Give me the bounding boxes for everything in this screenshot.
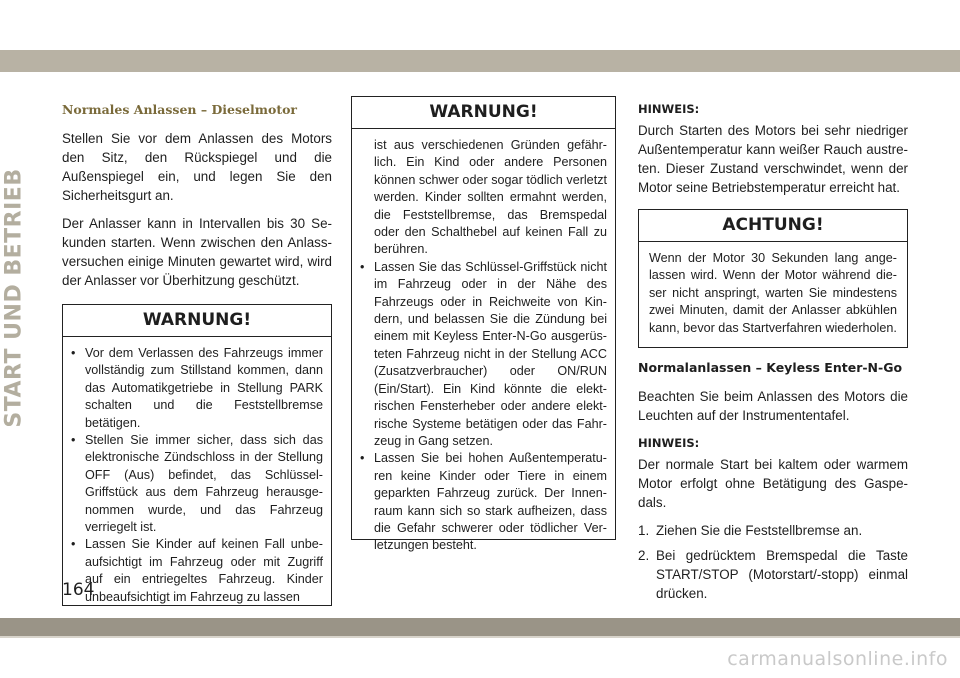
note-text-white-smoke: Durch Starten des Motors bei sehr niedriger Außentemperatur kann weißer Rauch austreten. Dieser Zustand verschwindet, wenn der Motor seine Betriebstemperatur erreicht hat. bbox=[638, 123, 908, 195]
step-item bbox=[638, 521, 908, 540]
footer-line bbox=[0, 636, 960, 638]
warning-title: WARNUNG! bbox=[352, 97, 615, 129]
caution-title: ACHTUNG! bbox=[639, 210, 907, 242]
paragraph-starter-interval: Der Anlasser kann in Intervallen bis 30 Sekunden starten. Wenn zwischen den Anlassversuchen einige Minuten gewartet wird, wird der Anlasser vor Überhitzung geschützt. bbox=[62, 216, 332, 288]
column-middle bbox=[351, 96, 616, 553]
warning-item: • Lassen Sie bei hohen Außentemperaturen keine Kinder oder Tiere in einem geparkten Fahrzeug zurück. Der Innenraum kann sich so stark aufheizen, dass die Gefahr schwerer oder tödlicher Verletzungen besteht. bbox=[360, 450, 607, 554]
note-label: HINWEIS: bbox=[638, 436, 700, 451]
caution-body: Wenn der Motor 30 Sekunden lang angelassen wird. Wenn der Motor während dieser nicht anspringt, warten Sie mindestens zwei Minuten, damit der Anlasser abkühlen kann, bevor das Startverfahren wiederholen. bbox=[649, 251, 897, 335]
warning-item: • Lassen Sie das Schlüssel-Griffstück nicht im Fahrzeug oder in der Nähe des Fahrzeugs oder in Reichweite von Kindern, und belassen Sie die Zündung bei einem mit Keyless Enter-N-Go ausgerüsteten Fahrzeug nicht in der Stellung ACC (Zusatzverbraucher) oder ON/RUN (Ein/Start). Ein Kind könnte die elektrischen Fensterheber oder andere elektrische Systeme betätigen oder das Fahrzeug in Gang setzen. bbox=[360, 259, 607, 450]
step-number: 1. bbox=[638, 523, 650, 539]
section-tab-label: START UND BETRIEB bbox=[1, 168, 27, 428]
section-heading-diesel: Normales Anlassen – Dieselmotor bbox=[62, 102, 298, 117]
warning-item: • Lassen Sie Kinder auf keinen Fall unbeaufsichtigt im Fahrzeug oder mit Zugriff auf ein entriegeltes Fahrzeug. Kinder unbeaufsichtigt im Fahrzeug zu lassen bbox=[71, 536, 323, 606]
step-number: 2. bbox=[638, 548, 650, 564]
paragraph-instrument-lights: Beachten Sie beim Anlassen des Motors die Leuchten auf der Instrumententafel. bbox=[638, 389, 908, 424]
column-left bbox=[62, 96, 332, 606]
step-text: Ziehen Sie die Feststellbremse an. bbox=[656, 523, 863, 539]
step-item bbox=[638, 546, 908, 603]
warning-list bbox=[71, 345, 323, 606]
footer-band bbox=[0, 618, 960, 636]
page-number: 164 bbox=[62, 580, 95, 600]
paragraph-seat-mirror: Stellen Sie vor dem Anlassen des Motors den Sitz, den Rückspiegel und die Außenspiegel ein, und legen Sie den Sicherheitsgurt an. bbox=[62, 131, 332, 203]
header-band bbox=[0, 50, 960, 72]
warning-item: • Vor dem Verlassen des Fahrzeugs immer vollständig zum Stillstand kommen, dann das Automatikgetriebe in Stellung PARK schalten und die Feststellbremse betätigen. bbox=[71, 345, 323, 432]
warning-body bbox=[63, 337, 331, 606]
warning-item: • Stellen Sie immer sicher, dass sich das elektronische Zündschloss in der Stellung OFF (Aus) befindet, das Schlüssel-Griffstück aus dem Fahrzeug herausgenommen wurde, und das Fahrzeug verriegelt ist. bbox=[71, 432, 323, 536]
note-label: HINWEIS: bbox=[638, 102, 700, 116]
warning-box bbox=[62, 304, 332, 606]
caution-box bbox=[638, 209, 908, 348]
column-right bbox=[638, 96, 908, 609]
watermark: carmanualsonline.info bbox=[727, 648, 948, 670]
section-heading-keyless: Normalanlassen – Keyless Enter-N-Go bbox=[638, 360, 903, 376]
warning-title: WARNUNG! bbox=[63, 305, 331, 337]
note-text-no-gas-pedal: Der normale Start bei kaltem oder warmem Motor erfolgt ohne Betätigung des Gaspedals. bbox=[638, 457, 908, 511]
step-text: Bei gedrücktem Bremspedal die Taste START/STOP (Motorstart/-stopp) einmal drücken. bbox=[656, 548, 908, 602]
warning-continuation: ist aus verschiedenen Gründen gefährlich. Ein Kind oder andere Personen können schwer oder sogar tödlich verletzt werden. Kinder sollten ermahnt werden, die Feststellbremse, das Bremspedal oder den Schalthebel auf keinen Fall zu berühren. bbox=[374, 138, 607, 257]
warning-body bbox=[352, 129, 615, 561]
warning-list bbox=[360, 259, 607, 555]
warning-box-continued bbox=[351, 96, 616, 553]
steps-list bbox=[638, 521, 908, 603]
